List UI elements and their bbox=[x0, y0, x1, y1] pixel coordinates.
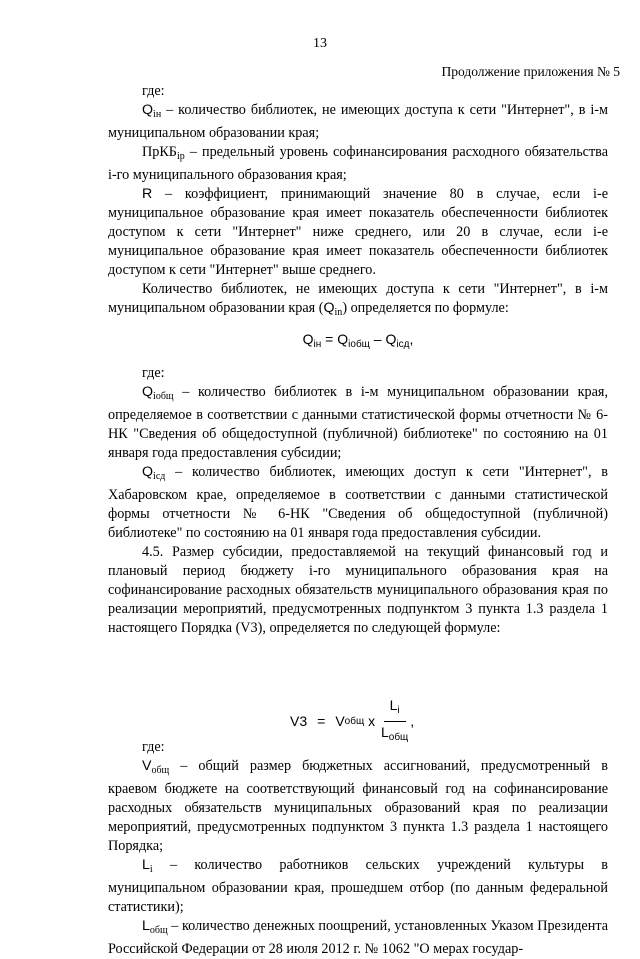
definition-r bbox=[108, 185, 608, 280]
comma: , bbox=[410, 713, 415, 729]
subscript: iобщ bbox=[153, 391, 174, 402]
paragraph-text: ) определяется по формуле: bbox=[342, 300, 509, 316]
definition-l-i bbox=[108, 856, 608, 917]
subscript: ip bbox=[176, 151, 185, 162]
definition-q-isd bbox=[108, 463, 608, 543]
equals-sign: = bbox=[321, 331, 338, 347]
fraction bbox=[381, 696, 408, 747]
comma: , bbox=[409, 331, 414, 347]
variable-v: V bbox=[142, 758, 152, 774]
equals-sign: = bbox=[317, 713, 326, 729]
definition-q-in bbox=[108, 101, 608, 143]
formula-term: L bbox=[389, 697, 398, 713]
variable-r: R bbox=[142, 186, 153, 202]
subscript: общ bbox=[344, 716, 365, 727]
page-number: 13 bbox=[313, 36, 327, 51]
formula-term: V3 bbox=[290, 713, 308, 729]
definition-text: – количество библиотек в i-м муниципальном образовании края, определяемое в соответствии с данными статистической формы отчетности № 6-НК "Сведения об общедоступной (публичной) библиотеке" по состоянию на 01 января года предоставления субсидии; bbox=[108, 384, 608, 461]
subscript: i bbox=[397, 705, 400, 716]
formula-term: L bbox=[380, 724, 389, 740]
subscript: общ bbox=[149, 925, 168, 936]
subscript: iн bbox=[313, 339, 322, 350]
subscript: общ bbox=[388, 732, 409, 743]
definition-text: – количество денежных поощрений, установленных Указом Президента Российской Федерации от 28 июля 2012 г. № 1062 "О мерах государ- bbox=[108, 918, 608, 957]
formula-term: Q bbox=[385, 331, 397, 347]
subscript: i bbox=[149, 864, 153, 875]
definition-q-iobsh bbox=[108, 383, 608, 463]
minus-sign: – bbox=[369, 331, 386, 347]
subscript: iн bbox=[153, 109, 162, 120]
definition-text: – количество библиотек, имеющих доступ к сети "Интернет", в Хабаровском крае, определяемое в соответствии с данными статистической формы отчетности № 6-НК "Сведения об общедоступной (публичной) библиотеке" по состоянию на 01 января года предоставления субсидии. bbox=[108, 464, 608, 541]
where-label: где: bbox=[142, 83, 165, 99]
definition-text: – количество работников сельских учреждений культуры в муниципальном образовании края, прошедшем отбор (по данным федеральной статистики); bbox=[108, 857, 608, 915]
variable-q: Q bbox=[142, 464, 154, 480]
subscript: iобщ bbox=[348, 339, 370, 350]
where-label: где: bbox=[142, 739, 165, 755]
definition-v-obsh bbox=[108, 757, 608, 856]
definition-text: – предельный уровень софинансирования расходного обязательства i-го муниципального образования края; bbox=[108, 144, 608, 183]
multiply-sign: x bbox=[364, 713, 379, 729]
definition-prkb bbox=[108, 143, 608, 185]
variable-q: Q bbox=[142, 102, 154, 118]
count-paragraph bbox=[108, 280, 608, 322]
formula-term: Q bbox=[302, 331, 314, 347]
definition-l-obsh bbox=[108, 917, 608, 959]
formula-term: Q bbox=[337, 331, 349, 347]
definition-text: – коэффициент, принимающий значение 80 в случае, если i-е муниципальное образование края имеет показатель обеспеченности библиотек доступом к сети "Интернет" ниже среднего, или 20 в случае, если i-е муниципальное образование края имеет показатель обеспеченности библиотек доступом к сети "Интернет" выше среднего. bbox=[108, 186, 608, 278]
variable-q: Q bbox=[323, 300, 335, 316]
formula-q-in bbox=[108, 330, 608, 354]
formula-v3 bbox=[108, 638, 608, 743]
formula-v3-expression bbox=[290, 696, 414, 747]
appendix-continuation-note: Продолжение приложения № 5 bbox=[441, 64, 620, 79]
fraction-numerator bbox=[384, 696, 406, 722]
variable-q: Q bbox=[142, 384, 154, 400]
formula-term: V bbox=[335, 713, 345, 729]
definition-text: – количество библиотек, не имеющих доступа к сети "Интернет", в i-м муниципальном образовании края; bbox=[108, 102, 608, 141]
subscript: общ bbox=[151, 765, 170, 776]
fraction-denominator bbox=[381, 722, 408, 747]
variable-prkb: ПрКБ bbox=[142, 144, 177, 160]
definition-text: – общий размер бюджетных ассигнований, предусмотренный в краевом бюджете на соответствующий финансовый год на софинансирование расходных обязательств муниципальных образований края по реализации мероприятий, предусмотренных подпунктом 3 пункта 1.3 раздела 1 настоящего Порядка; bbox=[108, 758, 608, 854]
paragraph-text: Количество библиотек, не имеющих доступа к сети "Интернет", в i-м муниципальном образовании края ( bbox=[108, 281, 608, 316]
variable-l: L bbox=[142, 918, 150, 934]
subscript: iсд bbox=[153, 471, 166, 482]
variable-l: L bbox=[142, 857, 150, 873]
paragraph-4-5: 4.5. Размер субсидии, предоставляемой на текущий финансовый год и плановый период бюджету i-го муниципального образования края на софинансирование расходных обязательств муниципального образования края по реализации мероприятий, предусмотренных подпунктом 3 пункта 1.3 раздела 1 настоящего Порядка (V3), определяется по следующей формуле: bbox=[108, 544, 608, 636]
subscript: in bbox=[334, 307, 343, 318]
where-label: где: bbox=[142, 365, 165, 381]
subscript: iсд bbox=[396, 339, 410, 350]
document-body bbox=[108, 82, 608, 959]
